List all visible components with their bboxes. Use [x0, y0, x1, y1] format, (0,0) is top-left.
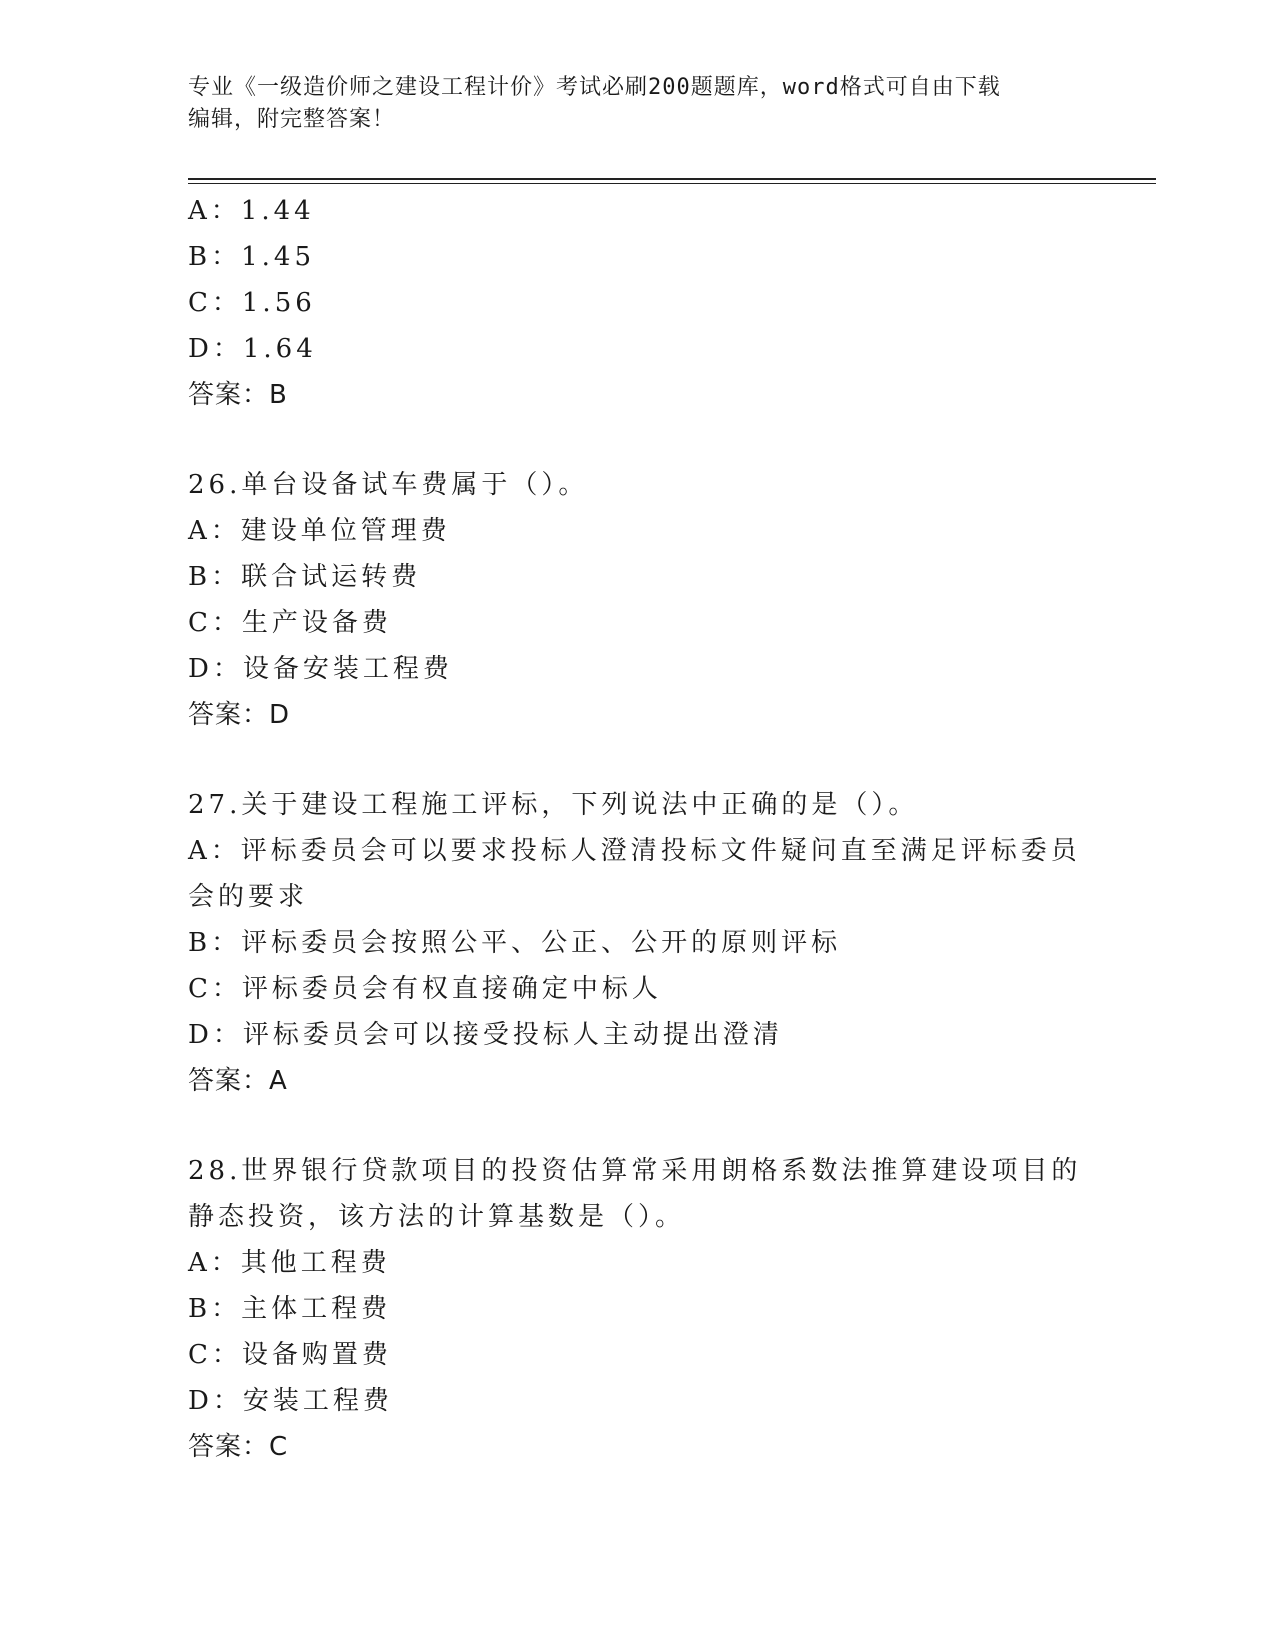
answer-line: 答案：B: [188, 380, 288, 410]
spacer: [188, 738, 1088, 782]
header-divider-thick: [188, 178, 1156, 180]
question-stem: 27.关于建设工程施工评标，下列说法中正确的是（）。: [188, 790, 919, 820]
option-b: B：主体工程费: [188, 1294, 392, 1324]
question-26: [188, 462, 1088, 738]
spacer: [188, 1104, 1088, 1148]
option-d: D：设备安装工程费: [188, 654, 453, 684]
answer-line: 答案：D: [188, 700, 291, 730]
option-a: A：建设单位管理费: [188, 516, 451, 546]
header-divider-thin: [188, 183, 1156, 184]
option-c: C：生产设备费: [188, 608, 392, 638]
question-25-continued: [188, 188, 1088, 418]
option-c: C：评标委员会有权直接确定中标人: [188, 974, 662, 1004]
option-c: C：1.56: [188, 288, 316, 318]
option-d: D：1.64: [188, 334, 317, 364]
page-header: [188, 72, 1078, 136]
option-d: D：评标委员会可以接受投标人主动提出澄清: [188, 1020, 783, 1050]
question-stem: 28.世界银行贷款项目的投资估算常采用朗格系数法推算建设项目的静态投资，该方法的计算基数是（）。: [188, 1156, 1082, 1232]
answer-line: 答案：C: [188, 1432, 289, 1462]
header-line-2: 编辑，附完整答案！: [188, 107, 396, 132]
question-28: [188, 1148, 1088, 1470]
question-stem: 26.单台设备试车费属于（）。: [188, 470, 589, 500]
spacer: [188, 418, 1088, 462]
option-c: C：设备购置费: [188, 1340, 392, 1370]
option-b: B：1.45: [188, 242, 315, 272]
option-d: D：安装工程费: [188, 1386, 393, 1416]
option-b: B：联合试运转费: [188, 562, 422, 592]
question-27: [188, 782, 1088, 1104]
option-b: B：评标委员会按照公平、公正、公开的原则评标: [188, 928, 842, 958]
answer-line: 答案：A: [188, 1066, 288, 1096]
option-a: A：评标委员会可以要求投标人澄清投标文件疑问直至满足评标委员会的要求: [188, 836, 1081, 912]
document-body: [188, 188, 1088, 1470]
option-a: A：其他工程费: [188, 1248, 391, 1278]
header-line-1: 专业《一级造价师之建设工程计价》考试必刷200题题库，word格式可自由下载: [188, 75, 1001, 100]
option-a: A：1.44: [188, 196, 315, 226]
